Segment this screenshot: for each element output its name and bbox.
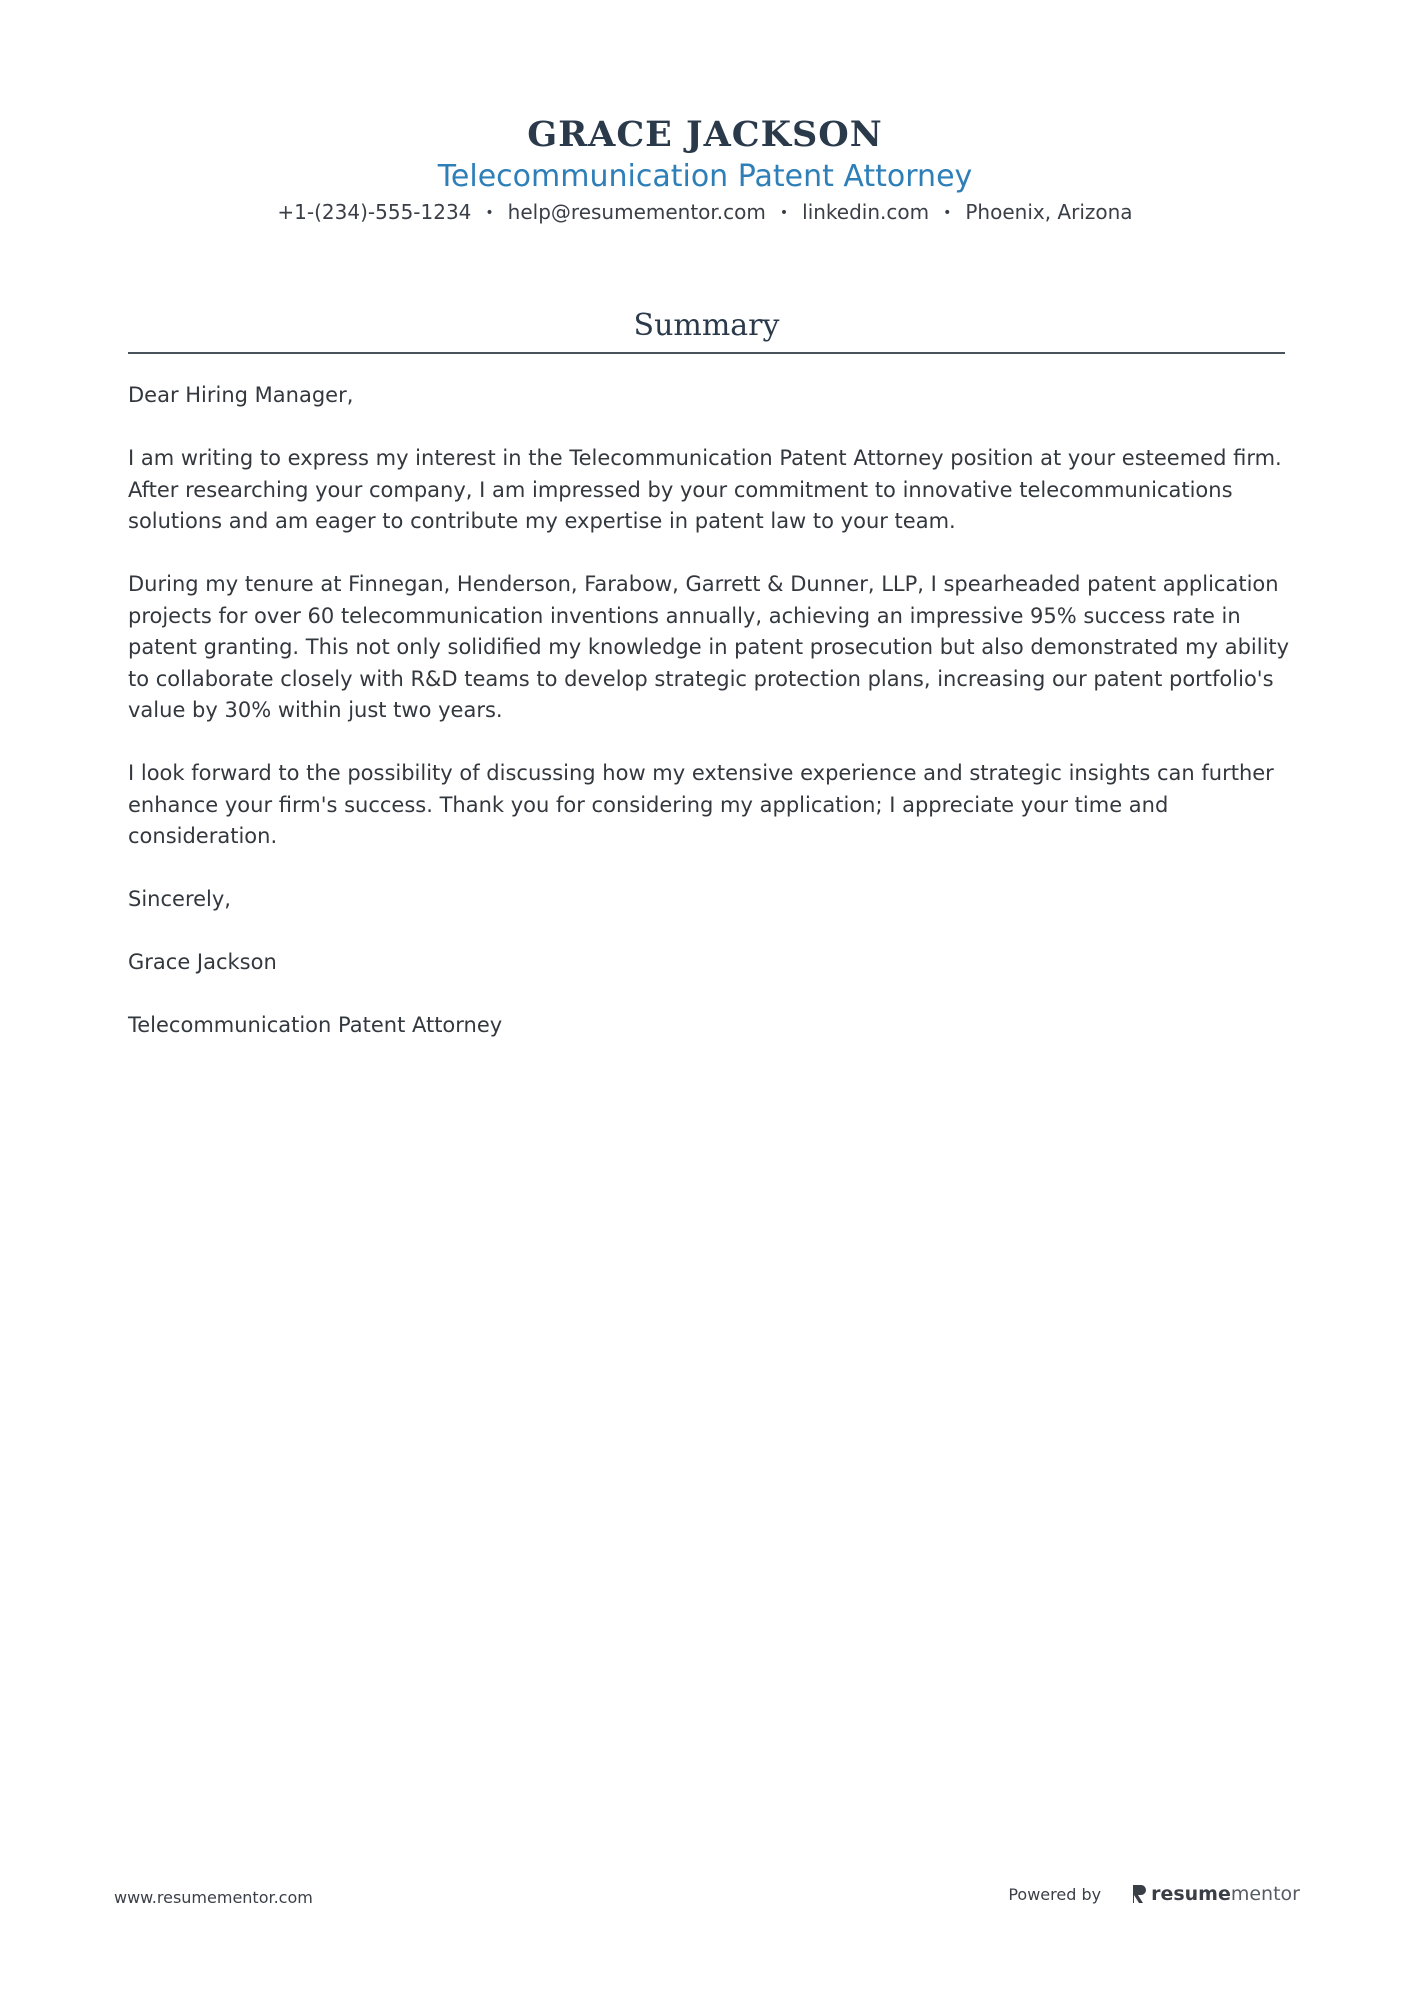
footer-branding: [1008, 1883, 1300, 1905]
letter-paragraph: I am writing to express my interest in the Telecommunication Patent Attorney position at your esteemed firm. After researching your company, I am impressed by your commitment to innovative telecommunications solutions and am eager to contribute my expertise in patent law to your team.: [128, 446, 1282, 533]
separator-dot: •: [779, 205, 789, 221]
applicant-role: Telecommunication Patent Attorney: [437, 159, 973, 194]
letter-header: [0, 112, 1410, 227]
signature-title: Telecommunication Patent Attorney: [128, 1013, 503, 1037]
separator-dot: •: [943, 205, 952, 221]
applicant-name: GRACE JACKSON: [527, 114, 883, 155]
contact-email[interactable]: help@resumementor.com: [507, 200, 766, 224]
footer-site-link[interactable]: www.resumementor.com: [114, 1888, 313, 1907]
letter-paragraph: I look forward to the possibility of discussing how my extensive experience and strategic insights can further enhance your firm's success. Thank you for considering my application; I appreciate your time and consideration.: [128, 761, 1274, 848]
letter-closing: Sincerely,: [128, 887, 231, 911]
resumementor-logo-icon: [1131, 1884, 1147, 1904]
separator-dot: •: [485, 205, 494, 221]
logo-text-bold: resume: [1151, 1883, 1231, 1905]
contact-line: [0, 198, 1410, 227]
contact-phone: +1-(234)-555-1234: [277, 200, 472, 224]
section-divider: [128, 352, 1285, 354]
contact-location: Phoenix, Arizona: [965, 200, 1133, 224]
contact-website[interactable]: linkedin.com: [802, 200, 930, 224]
letter-paragraph: During my tenure at Finnegan, Henderson, Farabow, Garrett & Dunner, LLP, I spearheaded patent application projects for over 60 telecommunication inventions annually, achieving an impressive 95% success rate in patent granting. This not only solidified my knowledge in patent prosecution but also demonstrated my ability to collaborate closely with R&D teams to develop strategic protection plans, increasing our patent portfolio's value by 30% within just two years.: [128, 572, 1290, 722]
section-title: Summary: [633, 308, 780, 343]
letter-greeting: Dear Hiring Manager,: [128, 383, 354, 407]
letter-body: [128, 380, 1293, 1073]
signature-name: Grace Jackson: [128, 950, 277, 974]
logo-text-light: mentor: [1230, 1883, 1300, 1905]
powered-by-label: Powered by: [1008, 1884, 1102, 1904]
resumementor-logo[interactable]: [1131, 1883, 1300, 1905]
